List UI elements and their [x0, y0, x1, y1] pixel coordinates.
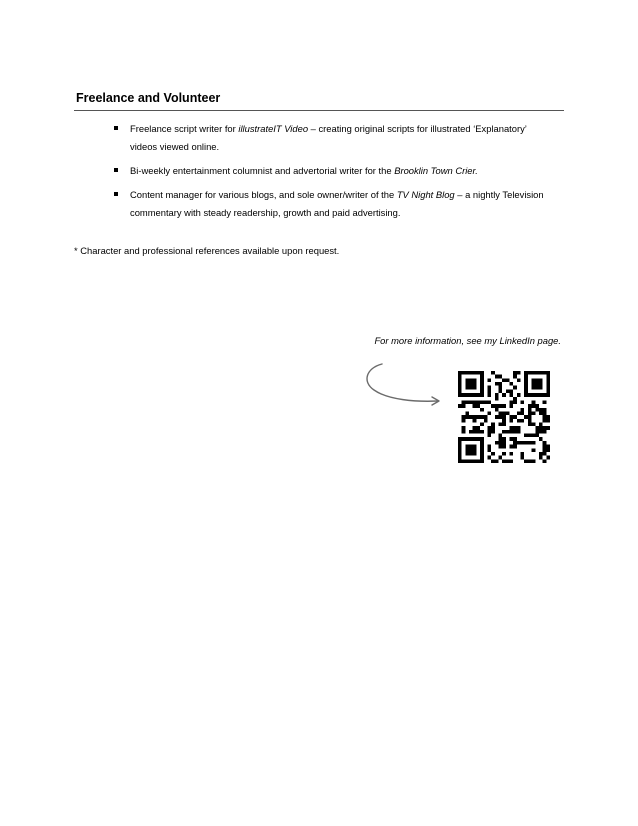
bullet-item [130, 186, 560, 222]
bullet-text: Bi-weekly entertainment columnist and advertorial writer for the [130, 165, 395, 176]
bullet-emphasis: illustrateIT Video [238, 123, 309, 134]
bullet-text-line2: videos viewed online. [130, 141, 220, 152]
bullet-icon [114, 192, 118, 196]
bullet-item [130, 120, 560, 156]
bullet-item [130, 162, 560, 180]
bullet-text-line2: commentary with steady readership, growth and paid advertising. [130, 207, 401, 218]
bullet-text: Freelance script writer for [130, 123, 239, 134]
bullet-text: – creating original scripts for illustrated ‘Explanatory’ [308, 123, 527, 134]
curved-arrow-icon [360, 360, 446, 410]
section-title: Freelance and Volunteer [76, 91, 221, 105]
bullet-icon [114, 168, 118, 172]
references-footnote: * Character and professional references available upon request. [74, 245, 340, 256]
linkedin-note: For more information, see my LinkedIn page. [374, 335, 561, 346]
section-rule [74, 110, 564, 111]
bullet-emphasis: Brooklin Town Crier. [394, 165, 478, 176]
bullet-text: – a nightly Television [454, 189, 544, 200]
qr-code-icon[interactable] [458, 371, 550, 463]
bullet-emphasis: TV Night Blog [396, 189, 455, 200]
bullet-icon [114, 126, 118, 130]
bullet-text: Content manager for various blogs, and sole owner/writer of the [130, 189, 397, 200]
